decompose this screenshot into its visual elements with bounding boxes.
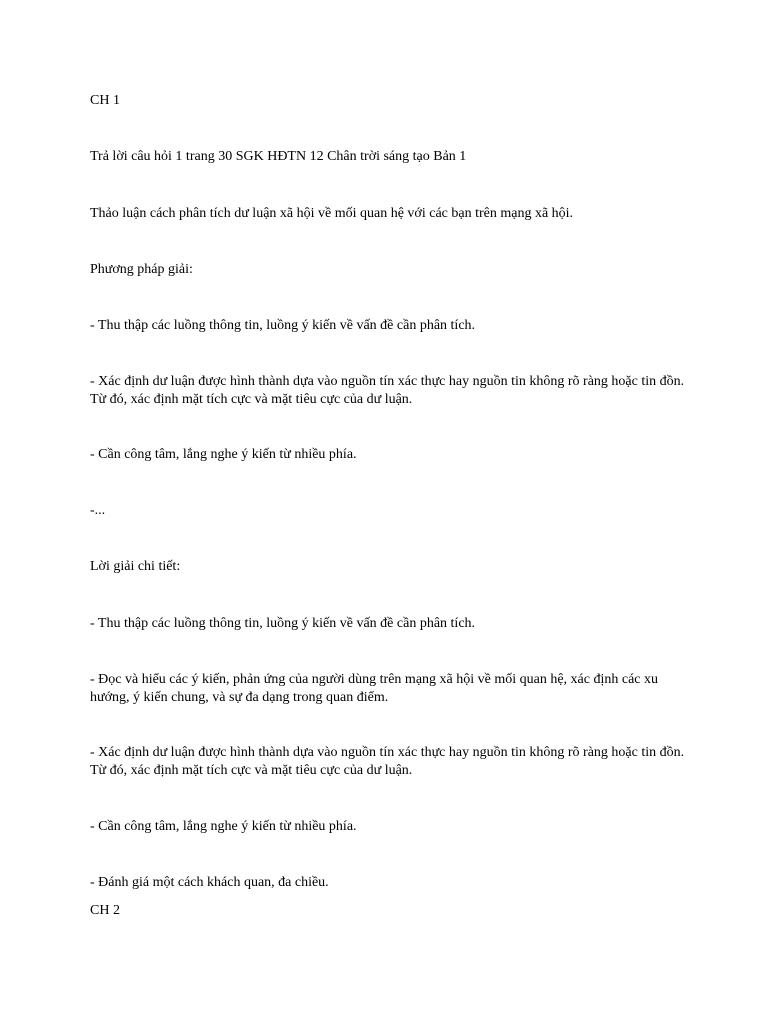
solution-item: - Đọc và hiểu các ý kiến, phản ứng của người dùng trên mạng xã hội về mối quan hệ, xác định các xu hướng, ý kiến chung, và sự đa dạng trong quan điểm.: [90, 672, 659, 705]
method-item: - Xác định dư luận được hình thành dựa vào nguồn tín xác thực hay nguồn tin không rõ ràng hoặc tin đồn. Từ đó, xác định mặt tích cực và mặt tiêu cực của dư luận.: [90, 374, 685, 407]
solution-item: - Cần công tâm, lắng nghe ý kiến từ nhiều phía.: [90, 819, 357, 834]
solution-item: - Thu thập các luồng thông tin, luồng ý kiến về vấn đề cần phân tích.: [90, 616, 476, 631]
section-heading-ch1: CH 1: [90, 93, 120, 108]
question-text: Thảo luận cách phân tích dư luận xã hội về mối quan hệ với các bạn trên mạng xã hội.: [90, 206, 574, 221]
method-label: Phương pháp giải:: [90, 262, 193, 277]
method-item: - Thu thập các luồng thông tin, luồng ý kiến về vấn đề cần phân tích.: [90, 318, 476, 333]
method-item: - Cần công tâm, lắng nghe ý kiến từ nhiều phía.: [90, 447, 357, 462]
question-title: Trả lời câu hỏi 1 trang 30 SGK HĐTN 12 Chân trời sáng tạo Bản 1: [90, 149, 467, 164]
solution-item: - Đánh giá một cách khách quan, đa chiều.: [90, 875, 329, 890]
section-heading-ch2: CH 2: [90, 903, 120, 918]
solution-item: - Xác định dư luận được hình thành dựa vào nguồn tín xác thực hay nguồn tin không rõ ràng hoặc tin đồn. Từ đó, xác định mặt tích cực và mặt tiêu cực của dư luận.: [90, 745, 685, 778]
method-item: -...: [90, 503, 106, 518]
solution-label: Lời giải chi tiết:: [90, 559, 181, 574]
